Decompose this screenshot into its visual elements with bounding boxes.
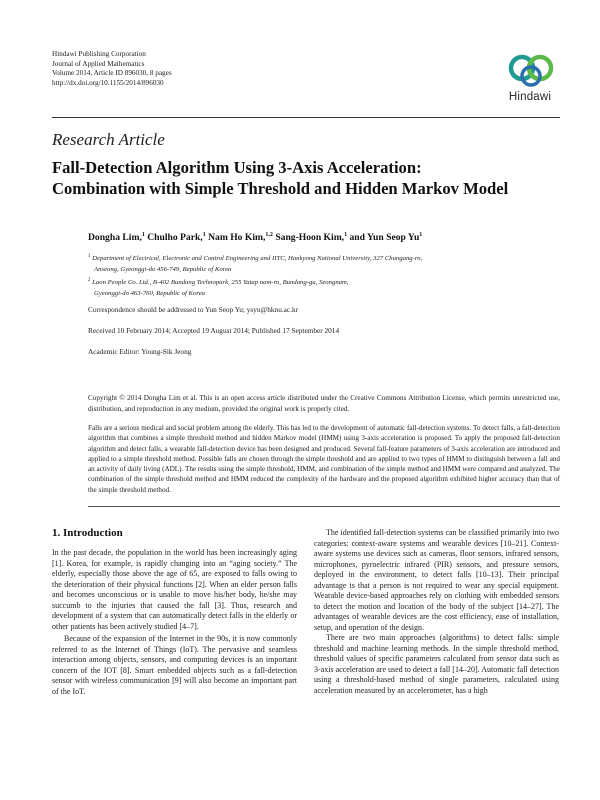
author-list bbox=[88, 232, 422, 243]
journal-name: Journal of Applied Mathematics bbox=[52, 59, 145, 68]
author-affil-mark: 1 bbox=[344, 232, 348, 238]
author-name: Chulho Park, bbox=[147, 232, 203, 243]
article-dates: Received 10 February 2014; Accepted 19 August 2014; Published 17 September 2014 bbox=[88, 326, 340, 335]
title-line-2: Combination with Simple Threshold and Hidden Markov Model bbox=[52, 179, 509, 198]
paragraph: There are two main approaches (algorithms) to detect falls: simple threshold and machine learning methods. In the simple threshold method, threshold values of specific parameters calculated from sensor data such as 3-axis acceleration are used to detect a fall [14–20]. Automatic fall detection using a threshold-based method of single parameters, calculated using acceleration measured by an accelerometer, has a high bbox=[314, 633, 559, 695]
author-name: Sang-Hoon Kim, bbox=[275, 232, 345, 243]
body-column-right bbox=[314, 528, 559, 696]
paper-title bbox=[52, 157, 560, 199]
author-affil-mark: 1 bbox=[141, 232, 145, 238]
article-type: Research Article bbox=[52, 130, 165, 149]
author-name: Dongha Lim, bbox=[88, 232, 142, 243]
volume-info: Volume 2014, Article ID 896030, 8 pages bbox=[52, 69, 172, 78]
body-column-left bbox=[52, 548, 297, 697]
paragraph: Because of the expansion of the Internet in the 90s, it is now commonly referred to as the Internet of Things (IoT). The pervasive and seamless interaction among objects, sensors, and computing devices is an important concern of the IOT [8]. Smart embedded objects such as a fall-detection sensor with wireless communication [9] will also become an important part of the IoT. bbox=[52, 634, 297, 696]
abstract-divider bbox=[88, 506, 560, 507]
affiliation-text-cont: Gyeonggi-do 463-760, Republic of Korea bbox=[94, 289, 206, 297]
author-name: Nam Ho Kim, bbox=[208, 232, 266, 243]
publisher-name: Hindawi Publishing Corporation bbox=[52, 50, 146, 58]
author-affil-mark: 1,2 bbox=[265, 232, 273, 238]
affiliation-2 bbox=[88, 276, 558, 299]
doi-link[interactable]: http://dx.doi.org/10.1155/2014/896030 bbox=[52, 78, 164, 87]
affiliation-text-cont: Anseong, Gyeonggi-do 456-749, Republic of Korea bbox=[94, 265, 232, 273]
paragraph: In the past decade, the population in the world has been increasingly aging [1]. Korea, for example, is rapidly changing into an “aging society.” The elderly, especially those above the age of 65, are exposed to falls owing to the deterioration of their physical functions [2]. When an elder person falls and becomes unconscious or is unable to move his/her body, he/she may succumb to the injuries that caused the fall [3]. Thus, research and development of a system that can automatically detect falls in the elderly or other patients has been actively studied [4–7]. bbox=[52, 548, 297, 631]
affiliation-1 bbox=[88, 252, 558, 275]
author-name: and Yun Seop Yu bbox=[349, 232, 420, 243]
affiliation-text: Laon People Co. Ltd., B-402 Bundang Technopark, 255 Yatap nam-ro, Bundang-gu, Seongnam, bbox=[92, 279, 349, 286]
paragraph: The identified fall-detection systems can be classified primarily into two categories: context-aware systems and wearable devices [10–21]. Context-aware systems use devices such as cameras, floor sensors, infrared sensors, microphones, pyroelectric infrared (PIR) sensors, and pressure sensors, deployed in the environment, to detect falls [10–13]. Their principal advantage is that a person is not required to wear any special equipment. Wearable device-based approaches rely on clothing with embedded sensors to detect the motion and location of the body of the subject [14–27]. The advantages of wearable devices are the cost efficiency, ease of installation, setup, and operation of the design. bbox=[314, 528, 559, 632]
copyright-notice: Copyright © 2014 Dongha Lim et al. This is an open access article distributed under the Creative Commons Attribution License, which permits unrestricted use, distribution, and reproduction in any medium, provided the original work is properly cited. bbox=[88, 394, 560, 413]
header-divider bbox=[52, 117, 560, 118]
section-heading: 1. Introduction bbox=[52, 527, 123, 539]
correspondence: Correspondence should be addressed to Yun Seop Yu; ysyu@hknu.ac.kr bbox=[88, 305, 299, 314]
academic-editor: Academic Editor: Young-Sik Jeong bbox=[88, 347, 192, 356]
author-affil-mark: 1 bbox=[202, 232, 206, 238]
abstract: Falls are a serious medical and social problem among the elderly. This has led to the development of automatic fall-detection systems. To detect falls, a fall-detection algorithm that combines a simple threshold method and hidden Markov model (HMM) using 3-axis acceleration is proposed. To apply the proposed fall-detection algorithm and detect falls, a wearable fall-detection device has been designed and produced. Several fall-feature parameters of 3-axis acceleration are introduced and applied to a simple threshold method. Possible falls are chosen through the simple threshold and are applied to two types of HMM to distinguish between a fall and an activity of daily living (ADL). The results using the simple threshold, HMM, and combination of the simple method and HMM were compared and analyzed. The combination of the simple threshold method and HMM reduced the complexity of the hardware and the proposed algorithm exhibited higher accuracy than that of the simple threshold method. bbox=[88, 424, 560, 494]
affiliation-text: Department of Electrical, Electronic and Control Engineering and IITC, Hankyong National University, 327 Chungang-ro, bbox=[92, 255, 423, 262]
title-line-1: Fall-Detection Algorithm Using 3-Axis Acceleration: bbox=[52, 158, 422, 177]
author-affil-mark: 1 bbox=[419, 232, 423, 238]
publication-info bbox=[52, 50, 352, 88]
affiliation-number: 2 bbox=[88, 278, 91, 283]
affiliation-number: 1 bbox=[88, 254, 91, 259]
hindawi-logo-text: Hindawi bbox=[508, 91, 552, 103]
